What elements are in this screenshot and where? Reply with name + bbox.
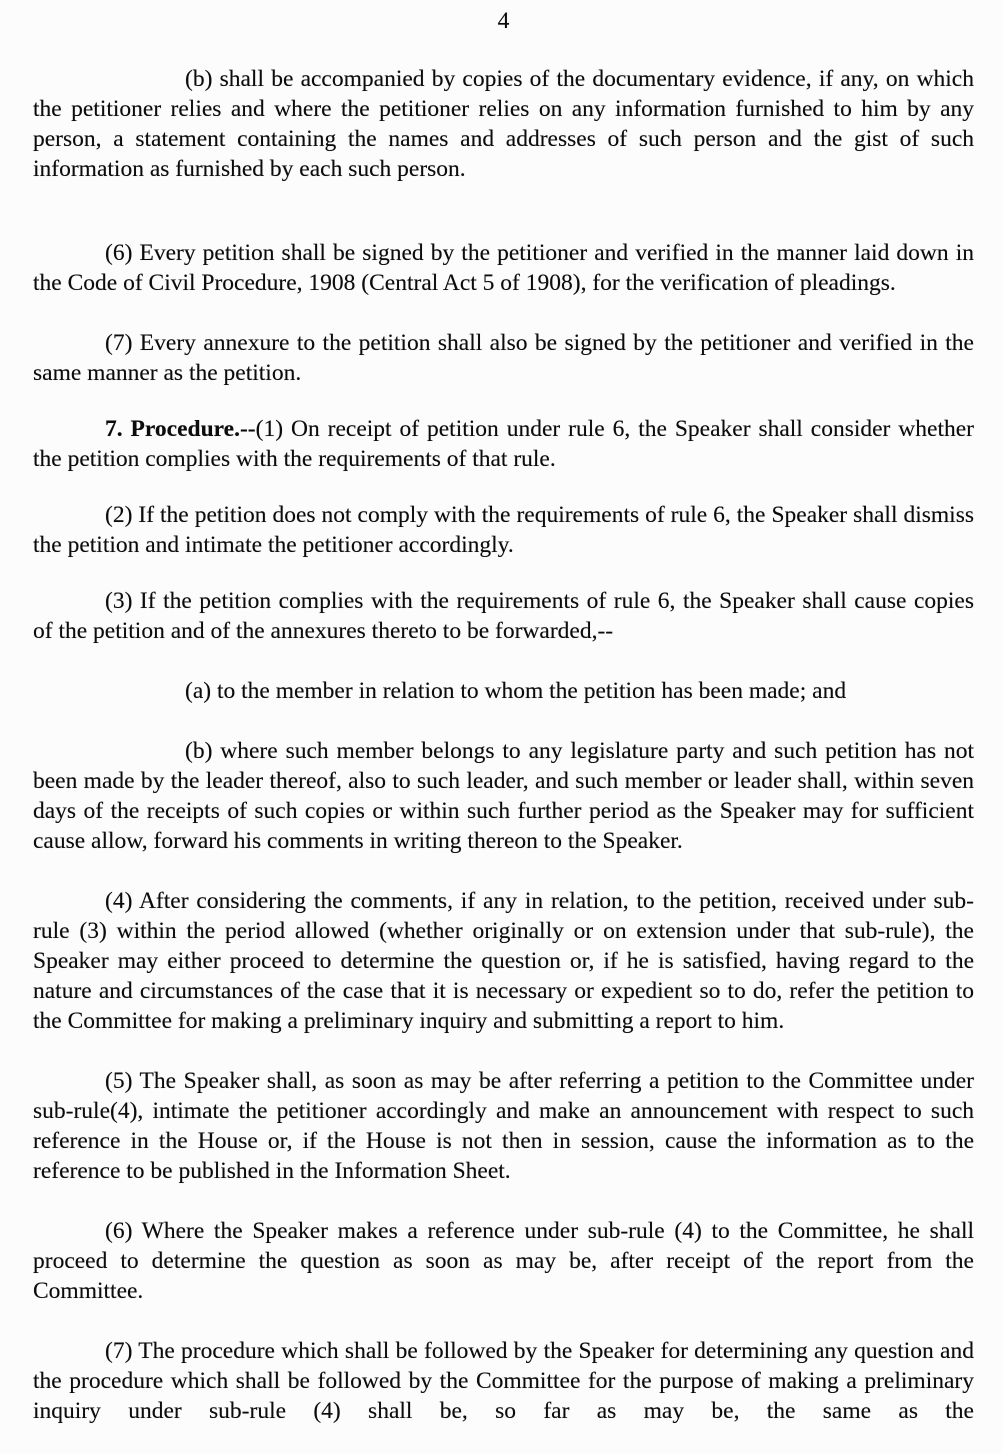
paragraph-rule7-sub7: (7) The procedure which shall be followed by the Speaker for determining any question and the procedure which shall be followed by the Committee for the purpose of making a preliminary inquiry under sub-rule (4) shall be, so far as may be, the same as the: [33, 1338, 974, 1424]
page-number: 4: [497, 8, 510, 34]
rule7-sub1-text: (1) On receipt of petition under rule 6, the Speaker shall consider whether the petition complies with the requirements of that rule.: [33, 416, 974, 472]
paragraph-rule7-heading: [33, 414, 974, 474]
rule7-procedure-heading: 7. Procedure.--: [105, 416, 256, 442]
paragraph-rule7-sub6: (6) Where the Speaker makes a reference under sub-rule (4) to the Committee, he shall proceed to determine the question as soon as may be, after receipt of the report from the Committee.: [33, 1218, 974, 1304]
paragraph-rule7-sub5: (5) The Speaker shall, as soon as may be after referring a petition to the Committee under sub-rule(4), intimate the petitioner accordingly and make an announcement with respect to such reference in the House or, if the House is not then in session, cause the information as to the reference to be published in the Information Sheet.: [33, 1068, 974, 1184]
paragraph-rule7-sub3-a: (a) to the member in relation to whom the petition has been made; and: [185, 678, 847, 704]
paragraph-rule6-sub6: (6) Every petition shall be signed by the petitioner and verified in the manner laid down in the Code of Civil Procedure, 1908 (Central Act 5 of 1908), for the verification of pleadings.: [33, 240, 974, 296]
paragraph-rule6-clause-b: (b) shall be accompanied by copies of the documentary evidence, if any, on which the petitioner relies and where the petitioner relies on any information furnished to him by any person, a statement containing the names and addresses of such person and the gist of such information as furnished by each such person.: [33, 66, 974, 182]
paragraph-rule7-sub3: (3) If the petition complies with the requirements of rule 6, the Speaker shall cause copies of the petition and of the annexures thereto to be forwarded,--: [33, 588, 974, 644]
paragraph-rule7-sub4: (4) After considering the comments, if any in relation, to the petition, received under sub-rule (3) within the period allowed (whether originally or on extension under that sub-rule), the Speaker may either proceed to determine the question or, if he is satisfied, having regard to the nature and circumstances of the case that it is necessary or expedient so to do, refer the petition to the Committee for making a preliminary inquiry and submitting a report to him.: [33, 888, 974, 1034]
paragraph-rule7-sub2: (2) If the petition does not comply with the requirements of rule 6, the Speaker shall dismiss the petition and intimate the petitioner accordingly.: [33, 502, 974, 558]
paragraph-rule6-sub7: (7) Every annexure to the petition shall also be signed by the petitioner and verified in the same manner as the petition.: [33, 330, 974, 386]
paragraph-rule7-sub3-b: (b) where such member belongs to any legislature party and such petition has not been made by the leader thereof, also to such leader, and such member or leader shall, within seven days of the receipts of such copies or within such further period as the Speaker may for sufficient cause allow, forward his comments in writing thereon to the Speaker.: [33, 738, 974, 854]
